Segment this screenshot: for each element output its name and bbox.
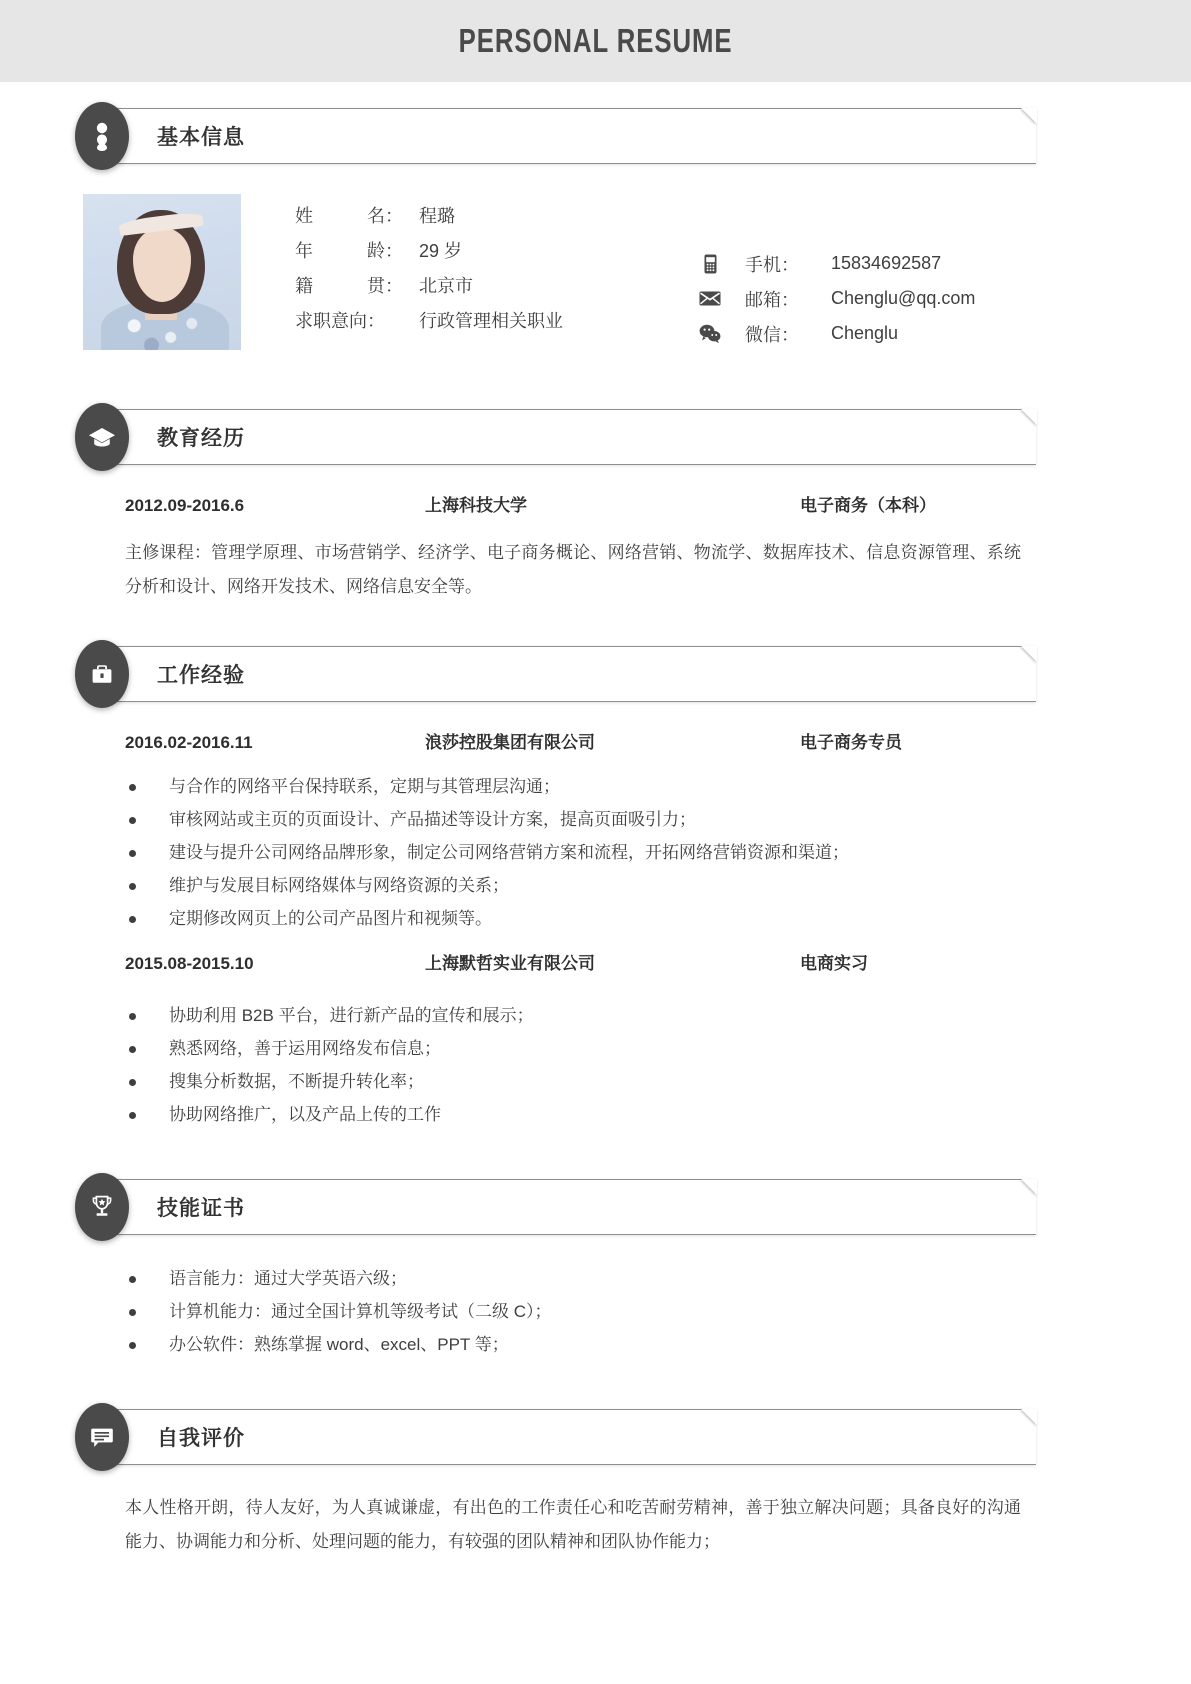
contact-email-label: 邮箱： <box>745 289 799 310</box>
field-hometown-value: 北京市 <box>419 276 473 296</box>
page-banner <box>0 0 1191 82</box>
work-entry-2-bullets <box>75 1000 1116 1131</box>
section-title-evaluation: 自我评价 <box>157 1427 245 1450</box>
list-item: 建设与提升公司网络品牌形象，制定公司网络营销方案和流程，开拓网络营销资源和渠道； <box>125 837 1116 869</box>
trophy-icon <box>75 1173 129 1241</box>
section-header-skills <box>115 1179 1036 1235</box>
section-header-work <box>115 646 1036 702</box>
person-icon <box>75 102 129 170</box>
field-age-label-1: 年 <box>295 241 313 261</box>
envelope-icon <box>695 291 725 306</box>
resume-content <box>0 108 1191 1559</box>
field-name <box>295 202 695 237</box>
section-header-education <box>115 409 1036 465</box>
list-item: 与合作的网络平台保持联系，定期与其管理层沟通； <box>125 771 1116 803</box>
contact-wechat-value: Chenglu <box>831 323 899 343</box>
education-entry-school: 上海科技大学 <box>425 496 527 515</box>
work-entry-2 <box>75 949 1116 974</box>
field-name-label-1: 姓 <box>295 206 313 226</box>
section-title-basic-info: 基本信息 <box>157 126 245 149</box>
contact-mobile <box>695 246 1116 281</box>
education-entry <box>75 491 1116 516</box>
list-item: 定期修改网页上的公司产品图片和视频等。 <box>125 903 1116 935</box>
section-header-bar <box>115 108 1036 164</box>
field-hometown-label-1: 籍 <box>295 276 313 296</box>
section-header-bar <box>115 1179 1036 1235</box>
basic-info-body <box>75 194 1116 351</box>
field-name-label-2: 名： <box>367 206 403 226</box>
section-title-work: 工作经验 <box>157 664 245 687</box>
basic-info-contacts <box>695 202 1116 351</box>
education-entry-date: 2012.09-2016.6 <box>125 496 245 515</box>
page-title: PERSONAL RESUME <box>458 22 733 59</box>
field-hometown <box>295 272 695 307</box>
contact-email <box>695 281 1116 316</box>
list-item: 计算机能力：通过全国计算机等级考试（二级 C）； <box>125 1296 1116 1328</box>
education-courses: 主修课程：管理学原理、市场营销学、经济学、电子商务概论、网络营销、物流学、数据库技术、信息资源管理、系统分析和设计、网络开发技术、网络信息安全等。 <box>125 543 1021 596</box>
field-job-objective <box>295 307 695 342</box>
section-header-basic-info <box>115 108 1036 164</box>
wechat-icon <box>695 324 725 343</box>
field-age <box>295 237 695 272</box>
contact-mobile-label: 手机： <box>745 254 799 275</box>
field-age-label-2: 龄： <box>367 241 403 261</box>
field-age-value: 29 岁 <box>419 241 463 261</box>
work-entry-2-company: 上海默哲实业有限公司 <box>425 954 595 973</box>
work-entry-1-date: 2016.02-2016.11 <box>125 733 253 752</box>
evaluation-text: 本人性格开朗，待人友好，为人真诚谦虚，有出色的工作责任心和吃苦耐劳精神，善于独立解决问题；具备良好的沟通能力、协调能力和分析、处理问题的能力，有较强的团队精神和团队协作能力； <box>125 1498 1021 1551</box>
work-entry-1-bullets <box>75 771 1116 935</box>
briefcase-icon <box>75 640 129 708</box>
section-header-bar <box>115 1409 1036 1465</box>
education-entry-major: 电子商务（本科） <box>800 496 936 515</box>
contact-mobile-value: 15834692587 <box>831 253 942 273</box>
chat-bubble-icon <box>75 1403 129 1471</box>
list-item: 办公软件：熟练掌握 word、excel、PPT 等； <box>125 1329 1116 1361</box>
list-item: 协助网络推广，以及产品上传的工作 <box>125 1099 1116 1131</box>
section-header-bar <box>115 646 1036 702</box>
work-entry-1-company: 浪莎控股集团有限公司 <box>425 733 595 752</box>
graduation-cap-icon <box>75 403 129 471</box>
work-entry-2-date: 2015.08-2015.10 <box>125 954 254 973</box>
contact-wechat <box>695 316 1116 351</box>
basic-info-fields <box>295 202 695 351</box>
contact-email-value: Chenglu@qq.com <box>831 288 976 308</box>
work-entry-1-role: 电子商务专员 <box>800 733 902 752</box>
list-item: 审核网站或主页的页面设计、产品描述等设计方案，提高页面吸引力； <box>125 804 1116 836</box>
field-hometown-label-2: 贯： <box>367 276 403 296</box>
skills-bullets <box>75 1263 1116 1361</box>
field-name-value: 程璐 <box>419 206 455 226</box>
list-item: 熟悉网络，善于运用网络发布信息； <box>125 1033 1116 1065</box>
work-entry-2-role: 电商实习 <box>800 954 868 973</box>
work-entry-1 <box>75 728 1116 753</box>
list-item: 协助利用 B2B 平台，进行新产品的宣传和展示； <box>125 1000 1116 1032</box>
basic-info-columns <box>241 194 1116 351</box>
profile-photo <box>83 194 241 350</box>
field-job-objective-value: 行政管理相关职业 <box>419 311 563 331</box>
section-header-bar <box>115 409 1036 465</box>
section-title-skills: 技能证书 <box>157 1197 245 1220</box>
section-header-evaluation <box>115 1409 1036 1465</box>
list-item: 语言能力：通过大学英语六级； <box>125 1263 1116 1295</box>
list-item: 维护与发展目标网络媒体与网络资源的关系； <box>125 870 1116 902</box>
mobile-phone-icon <box>695 254 725 274</box>
section-title-education: 教育经历 <box>157 427 245 450</box>
contact-wechat-label: 微信： <box>745 324 799 345</box>
field-job-objective-label: 求职意向： <box>295 311 385 331</box>
list-item: 搜集分析数据，不断提升转化率； <box>125 1066 1116 1098</box>
